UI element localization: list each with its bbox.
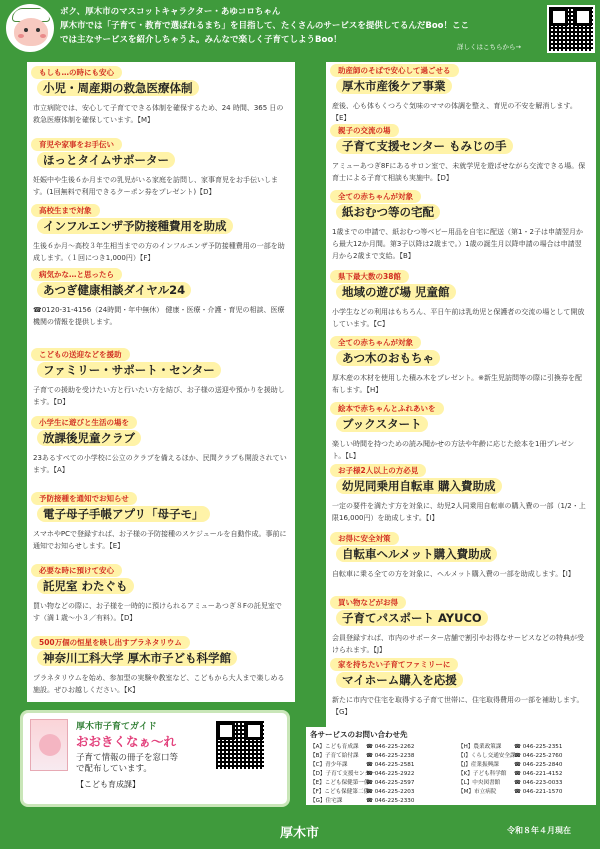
service-description: 楽しい時間を持つための読み聞かせの方法や年齢に応じた絵本を1冊プレゼント。【L】: [332, 440, 575, 460]
inquiry-tel[interactable]: ☎ 046-225-2203: [366, 789, 415, 795]
inquiry-row: [310, 778, 414, 786]
service-item: [27, 268, 295, 328]
service-item: [27, 66, 295, 126]
mascot-cheek-left: [18, 34, 24, 38]
inquiry-row: [458, 751, 562, 759]
service-category: 全ての赤ちゃんが対象: [330, 336, 421, 349]
inquiry-dept: 【D】子育て支援センター: [310, 771, 376, 777]
service-item: [326, 402, 596, 462]
inquiry-tel[interactable]: ☎ 046-225-2330: [366, 798, 415, 804]
inquiry-dept: 【C】青少年課: [310, 762, 348, 768]
inquiry-tel[interactable]: ☎ 046-225-2262: [366, 744, 415, 750]
inquiry-dept: 【I】くらし交通安全課: [458, 753, 516, 759]
service-description: 妊娠中や生後６か月までの乳児がいる家庭を訪問し、家事育児をお手伝いします。(1回無料で利用できるクーポン券をプレゼント)【D】: [33, 176, 278, 196]
header-line-3: では主なサービスを紹介しちゃうよ。みんなで楽しく子育てしようBoo！: [60, 35, 342, 45]
service-category: 買い物などがお得: [330, 596, 406, 609]
service-item: [27, 492, 295, 552]
main-content: [0, 58, 600, 813]
footer: [0, 813, 600, 849]
service-item: [326, 124, 596, 184]
service-title: 厚木市産後ケア事業: [336, 78, 452, 94]
service-category: 県下最大数の38館: [330, 270, 409, 283]
service-item: [27, 564, 295, 624]
inquiry-dept: 【A】こども育成課: [310, 744, 359, 750]
service-category: 必要な時に預けて安心: [31, 564, 122, 577]
guide-big-title: おおきくなぁ～れ: [76, 734, 177, 749]
guide-text: 子育て情報の冊子を窓口等で配布しています。: [76, 753, 179, 774]
right-column: [326, 62, 596, 730]
service-category: 高校生まで対象: [31, 204, 100, 217]
service-title: 小児・周産期の救急医療体制: [37, 80, 199, 96]
service-description: 会員登録すれば、市内のサポーター店舗で割引やお得なサービスなどの特典が受けられます。【J】: [332, 634, 584, 654]
service-category: もしも…の時にも安心: [31, 66, 122, 79]
inquiry-tel[interactable]: ☎ 046-221-4152: [514, 771, 563, 777]
footer-date: 令和８年４月現在: [507, 826, 571, 835]
service-item: [27, 348, 295, 408]
inquiry-dept: 【E】こども保健第一係: [310, 780, 370, 786]
inquiry-title: 各サービスのお問い合わせ先: [310, 730, 408, 739]
service-item: [326, 596, 596, 656]
guide-title: 厚木市子育てガイド: [76, 722, 157, 732]
service-item: [326, 190, 596, 262]
service-category: お得に安全対策: [330, 532, 399, 545]
service-title: マイホーム購入を応援: [336, 672, 463, 688]
inquiry-row: [310, 751, 414, 759]
inquiry-tel[interactable]: ☎ 046-225-2922: [366, 771, 415, 777]
service-category: 絵本で赤ちゃんとふれあいを: [330, 402, 444, 415]
inquiry-tel[interactable]: ☎ 046-223-0033: [514, 780, 563, 786]
service-description: 小学生などの利用はもちろん、平日午前は乳幼児と保護者の交流の場として開放しています。【C】: [332, 308, 585, 328]
service-category: 親子の交流の場: [330, 124, 399, 137]
qr-code-icon[interactable]: [547, 5, 595, 53]
service-description: アミューあつぎ8Fにあるサロン室で、未就学児を遊ばせながら交流できる場。保育士による子育て相談も実施中。【D】: [332, 162, 586, 182]
footer-city: 厚木市: [280, 826, 320, 841]
service-item: [326, 64, 596, 124]
header-line-1: ボク、厚木市のマスコットキャラクター・あゆコロちゃん: [60, 7, 281, 17]
service-title: 自転車ヘルメット購入費助成: [336, 546, 497, 562]
service-description: ☎0120-31-4156（24時間・年中無休） 健康・医療・介護・育児の相談、医療機関の情報を提供します。: [33, 306, 285, 326]
service-category: 病気かな…と思ったら: [31, 268, 122, 281]
service-title: あつぎ健康相談ダイヤル24: [37, 282, 191, 298]
service-description: 産後、心も体もくつろぐ気味のママの体調を整え、育児の不安を解消します。【E】: [332, 102, 577, 122]
left-column: [27, 62, 295, 702]
service-title: 子育て支援センター もみじの手: [336, 138, 513, 154]
inquiry-tel[interactable]: ☎ 046-225-2581: [366, 762, 415, 768]
inquiry-row: [310, 769, 414, 777]
service-description: プラネタリウムを始め、参加型の実験や教室など、こどもから大人まで楽しめる施設。ぜひお越しください。【K】: [33, 674, 285, 694]
inquiry-dept: 【J】産業振興課: [458, 762, 499, 768]
service-description: 新たに市内で住宅を取得する子育て世帯に、住宅取得費用の一部を補助します。【G】: [332, 696, 584, 716]
service-item: [326, 658, 596, 718]
service-item: [326, 270, 596, 330]
inquiry-row: [310, 787, 414, 795]
header-line-2: 厚木市では「子育て・教育で選ばれるまち」を目指して、たくさんのサービスを提供してるんだBoo！ここ: [60, 21, 469, 31]
service-item: [27, 138, 295, 198]
mascot-face: [14, 18, 48, 46]
mascot-cheek-right: [40, 34, 46, 38]
guide-book-icon: [30, 719, 68, 771]
service-description: 生後６か月～高校３年生相当までの方のインフルエンザ予防接種費用の一部を助成します。（１回につき1,000円）【F】: [33, 242, 285, 262]
inquiry-row: [310, 796, 414, 804]
inquiry-tel[interactable]: ☎ 046-225-2840: [514, 762, 563, 768]
service-title: 託児室 わたぐも: [37, 578, 134, 594]
service-category: 助産師のそばで安心して過ごせる: [330, 64, 459, 77]
service-item: [326, 336, 596, 396]
inquiry-tel[interactable]: ☎ 046-225-2238: [366, 753, 415, 759]
service-title: 神奈川工科大学 厚木市子ども科学館: [37, 650, 237, 666]
inquiry-dept: 【B】子育て給付課: [310, 753, 359, 759]
service-title: 子育てパスポート AYUCO: [336, 610, 488, 626]
inquiry-dept: 【M】市立病院: [458, 789, 497, 795]
inquiry-dept: 【G】住宅課: [310, 798, 343, 804]
service-title: 地域の遊び場 児童館: [336, 284, 456, 300]
service-item: [27, 204, 295, 264]
inquiry-dept: 【H】農業政策課: [458, 744, 502, 750]
inquiry-row: [310, 760, 414, 768]
guide-box[interactable]: [20, 710, 290, 807]
inquiry-tel[interactable]: ☎ 046-225-2597: [366, 780, 415, 786]
service-description: 1歳までの申請で、紙おむつ等ベビー用品を自宅に配送（第1・2子は申請翌月から最大12か月間。第3子以降は2歳まで。）1歳の誕生月以降申請の場合は申請翌月から2歳まで支給。【B】: [332, 228, 583, 260]
service-title: ブックスタート: [336, 416, 428, 432]
service-item: [326, 532, 596, 580]
service-category: 予防接種を通知でお知らせ: [31, 492, 137, 505]
service-title: あつ木のおもちゃ: [336, 350, 440, 366]
inquiry-tel[interactable]: ☎ 046-225-2351: [514, 744, 563, 750]
service-description: 子育ての援助を受けたい方と行いたい方を結び、お子様の送迎や預かりを援助します。【D】: [33, 386, 285, 406]
inquiry-row: [458, 769, 562, 777]
inquiry-dept: 【L】中央図書館: [458, 780, 501, 786]
guide-qr-code-icon[interactable]: [216, 721, 264, 769]
service-category: お子様2人以上の方必見: [330, 464, 426, 477]
inquiry-row: [458, 787, 562, 795]
service-description: 厚木産の木材を使用した積み木をプレゼント。※新生児訪問等の際に引換券を配布します。【H】: [332, 374, 582, 394]
inquiry-tel[interactable]: ☎ 046-221-1570: [514, 789, 563, 795]
service-title: ファミリー・サポート・センター: [37, 362, 221, 378]
service-title: インフルエンザ予防接種費用を助成: [37, 218, 233, 234]
inquiry-row: [458, 742, 562, 750]
mascot-pig-icon: [6, 4, 54, 52]
service-description: 市立病院では、安心して子育てできる体制を確保するため、24 時間、365 日の救急医療体制を確保しています。【M】: [33, 104, 284, 124]
service-title: ほっとタイムサポーター: [37, 152, 175, 168]
guide-note: 【こども育成課】: [76, 780, 140, 789]
service-category: 家を持ちたい子育てファミリーに: [330, 658, 458, 671]
service-item: [27, 636, 295, 696]
service-title: 幼児同乗用自転車 購入費助成: [336, 478, 502, 494]
service-title: 紙おむつ等の宅配: [336, 204, 440, 220]
service-item: [326, 464, 596, 524]
service-title: 放課後児童クラブ: [37, 430, 141, 446]
service-description: 自転車に乗る全ての方を対象に、ヘルメット購入費の一部を助成します。【I】: [332, 570, 575, 578]
service-description: 一定の要件を満たす方を対象に、幼児2人同乗用自転車の購入費の一部（1/2・上限16,000円）を助成します。【I】: [332, 502, 586, 522]
service-description: 買い物などの際に、お子様を一時的に預けられるアミューあつぎ８Fの託児室です（満１歳～小３／有料）。【D】: [33, 602, 282, 622]
service-category: 全ての赤ちゃんが対象: [330, 190, 421, 203]
header-banner: [0, 0, 600, 58]
inquiry-row: [310, 742, 414, 750]
inquiry-table: [306, 727, 596, 805]
service-category: こどもの送迎などを援助: [31, 348, 130, 361]
inquiry-row: [458, 778, 562, 786]
inquiry-tel[interactable]: ☎ 046-225-2760: [514, 753, 563, 759]
mascot-eye-left: [24, 28, 28, 32]
service-category: 育児や家事をお手伝い: [31, 138, 122, 151]
service-item: [27, 416, 295, 476]
inquiry-dept: 【K】子ども科学館: [458, 771, 507, 777]
service-description: 23あるすべての小学校に公立のクラブを備えるほか、民間クラブも開設されています。【A】: [33, 454, 287, 474]
inquiry-dept: 【F】こども保健第二係: [310, 789, 370, 795]
inquiry-row: [458, 760, 562, 768]
service-category: 小学生に遊びと生活の場を: [31, 416, 137, 429]
detail-link[interactable]: 詳しくはこちらから→: [457, 43, 521, 51]
service-description: スマホやPCで登録すれば、お子様の予防接種のスケジュールを自動作成。事前に通知でお知らせします。【E】: [33, 530, 287, 550]
mascot-eye-right: [36, 28, 40, 32]
service-category: 500万個の恒星を映し出すプラネタリウム: [31, 636, 190, 649]
service-title: 電子母子手帳アプリ「母子モ」: [37, 506, 210, 522]
